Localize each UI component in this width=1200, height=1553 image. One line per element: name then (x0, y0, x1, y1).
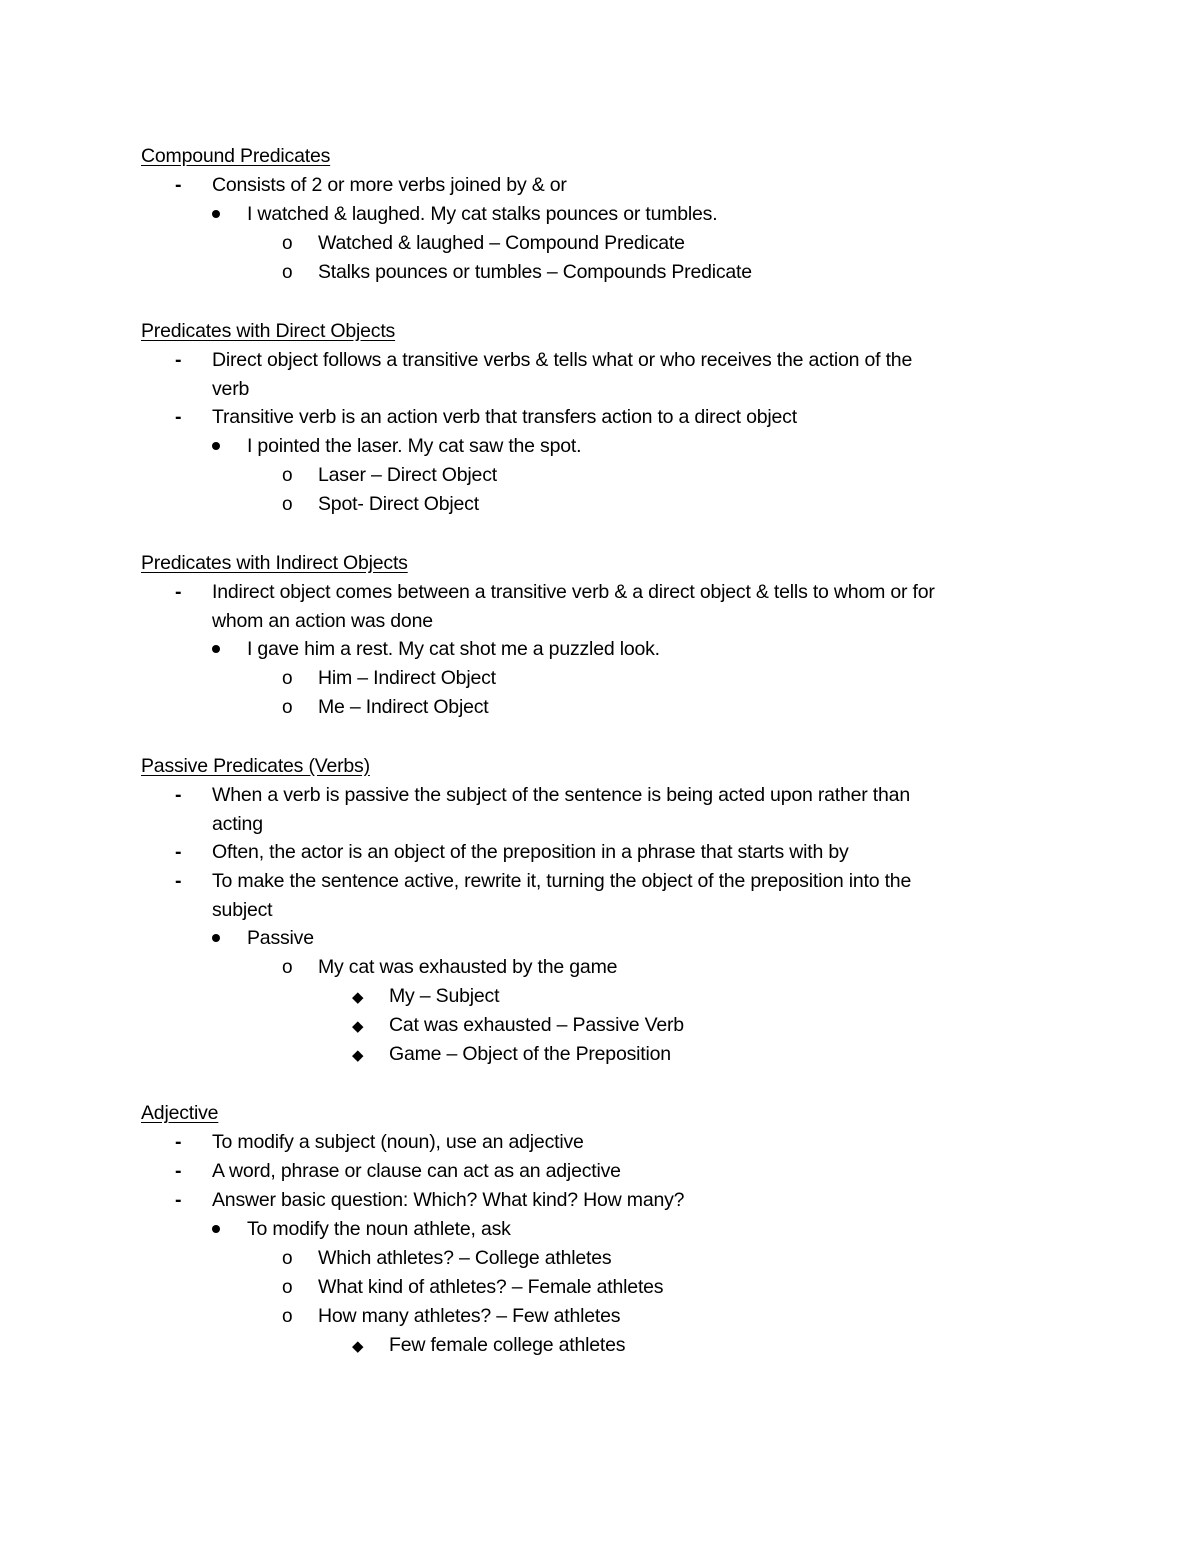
bullet-dot-icon (212, 210, 220, 218)
bullet-diamond-icon: ◆ (352, 1047, 364, 1064)
list-item-level-1 (0, 403, 1200, 432)
list-item-continuation (0, 810, 1200, 838)
bullet-dash-icon: - (175, 1189, 182, 1211)
outline-section (0, 317, 1200, 519)
list-item-level-1 (0, 578, 1200, 607)
list-item-level-1 (0, 867, 1200, 896)
bullet-dot-icon (212, 934, 220, 942)
list-item-level-4 (0, 1040, 1200, 1069)
list-item-text: verb (212, 378, 250, 400)
list-item-level-2 (0, 432, 1200, 461)
section-spacer (0, 722, 1200, 752)
list-item-level-2 (0, 924, 1200, 953)
list-item-level-3 (0, 258, 1200, 287)
list-item-level-1 (0, 171, 1200, 200)
list-item-continuation (0, 607, 1200, 635)
section-heading: Compound Predicates (141, 145, 331, 167)
list-item-text: To make the sentence active, rewrite it, turning the object of the preposition into the (212, 870, 912, 892)
list-item-continuation (0, 375, 1200, 403)
bullet-circle-icon: o (282, 1248, 293, 1269)
bullet-circle-icon: o (282, 465, 293, 486)
list-item-level-1 (0, 838, 1200, 867)
document-content (0, 142, 1200, 1360)
list-item-text: A word, phrase or clause can act as an adjective (212, 1160, 621, 1182)
list-item-text: How many athletes? – Few athletes (318, 1305, 621, 1327)
list-item-continuation (0, 896, 1200, 924)
outline-section (0, 549, 1200, 722)
bullet-dash-icon: - (175, 174, 182, 196)
section-spacer (0, 1069, 1200, 1099)
list-item-text: Consists of 2 or more verbs joined by & or (212, 174, 567, 196)
bullet-dash-icon: - (175, 581, 182, 603)
list-item-level-1 (0, 1186, 1200, 1215)
list-item-level-4 (0, 982, 1200, 1011)
list-item-text: To modify a subject (noun), use an adjective (212, 1131, 584, 1153)
bullet-diamond-icon: ◆ (352, 1018, 364, 1035)
list-item-level-4 (0, 1331, 1200, 1360)
bullet-circle-icon: o (282, 957, 293, 978)
list-item-level-3 (0, 1273, 1200, 1302)
list-item-text: Few female college athletes (389, 1334, 626, 1356)
bullet-dash-icon: - (175, 841, 182, 863)
section-heading: Passive Predicates (Verbs) (141, 755, 370, 777)
outline-section (0, 752, 1200, 1069)
bullet-diamond-icon: ◆ (352, 1338, 364, 1355)
list-item-text: Direct object follows a transitive verbs & tells what or who receives the action of the (212, 349, 913, 371)
list-item-level-1 (0, 346, 1200, 375)
bullet-dash-icon: - (175, 1160, 182, 1182)
bullet-dot-icon (212, 442, 220, 450)
bullet-dot-icon (212, 645, 220, 653)
list-item-text: When a verb is passive the subject of the sentence is being acted upon rather than (212, 784, 910, 806)
list-item-text: I pointed the laser. My cat saw the spot. (247, 435, 582, 457)
bullet-circle-icon: o (282, 697, 293, 718)
list-item-level-3 (0, 693, 1200, 722)
list-item-text: Watched & laughed – Compound Predicate (318, 232, 685, 254)
bullet-circle-icon: o (282, 494, 293, 515)
bullet-circle-icon: o (282, 262, 293, 283)
list-item-level-1 (0, 781, 1200, 810)
section-heading: Predicates with Direct Objects (141, 320, 396, 342)
bullet-circle-icon: o (282, 1306, 293, 1327)
list-item-level-3 (0, 664, 1200, 693)
list-item-text: Stalks pounces or tumbles – Compounds Predicate (318, 261, 752, 283)
list-item-text: To modify the noun athlete, ask (247, 1218, 511, 1240)
bullet-circle-icon: o (282, 668, 293, 689)
list-item-text: whom an action was done (212, 610, 433, 632)
bullet-dash-icon: - (175, 784, 182, 806)
list-item-text: My cat was exhausted by the game (318, 956, 618, 978)
list-item-level-1 (0, 1128, 1200, 1157)
list-item-level-1 (0, 1157, 1200, 1186)
list-item-text: My – Subject (389, 985, 500, 1007)
list-item-text: Which athletes? – College athletes (318, 1247, 612, 1269)
bullet-circle-icon: o (282, 233, 293, 254)
bullet-circle-icon: o (282, 1277, 293, 1298)
list-item-level-2 (0, 1215, 1200, 1244)
list-item-level-2 (0, 200, 1200, 229)
outline-section (0, 1099, 1200, 1360)
outline-section (0, 142, 1200, 287)
bullet-dash-icon: - (175, 1131, 182, 1153)
list-item-text: Answer basic question: Which? What kind? How many? (212, 1189, 685, 1211)
list-item-text: Often, the actor is an object of the preposition in a phrase that starts with by (212, 841, 849, 863)
list-item-text: I watched & laughed. My cat stalks pounces or tumbles. (247, 203, 718, 225)
bullet-dash-icon: - (175, 406, 182, 428)
list-item-level-3 (0, 1244, 1200, 1273)
list-item-text: Transitive verb is an action verb that transfers action to a direct object (212, 406, 797, 428)
list-item-text: Me – Indirect Object (318, 696, 489, 718)
list-item-level-3 (0, 953, 1200, 982)
list-item-level-3 (0, 1302, 1200, 1331)
list-item-text: acting (212, 813, 263, 835)
section-spacer (0, 287, 1200, 317)
bullet-dash-icon: - (175, 870, 182, 892)
bullet-dot-icon (212, 1225, 220, 1233)
list-item-text: Passive (247, 927, 314, 949)
section-spacer (0, 519, 1200, 549)
bullet-dash-icon: - (175, 349, 182, 371)
list-item-level-2 (0, 635, 1200, 664)
list-item-text: Laser – Direct Object (318, 464, 497, 486)
list-item-level-3 (0, 490, 1200, 519)
list-item-level-3 (0, 461, 1200, 490)
list-item-text: Indirect object comes between a transitive verb & a direct object & tells to whom or for (212, 581, 935, 603)
list-item-text: Spot- Direct Object (318, 493, 479, 515)
list-item-level-4 (0, 1011, 1200, 1040)
list-item-level-3 (0, 229, 1200, 258)
bullet-diamond-icon: ◆ (352, 989, 364, 1006)
list-item-text: Him – Indirect Object (318, 667, 496, 689)
list-item-text: Game – Object of the Preposition (389, 1043, 671, 1065)
section-heading: Adjective (141, 1102, 219, 1124)
list-item-text: I gave him a rest. My cat shot me a puzzled look. (247, 638, 660, 660)
section-heading: Predicates with Indirect Objects (141, 552, 408, 574)
list-item-text: subject (212, 899, 273, 921)
list-item-text: What kind of athletes? – Female athletes (318, 1276, 664, 1298)
list-item-text: Cat was exhausted – Passive Verb (389, 1014, 684, 1036)
